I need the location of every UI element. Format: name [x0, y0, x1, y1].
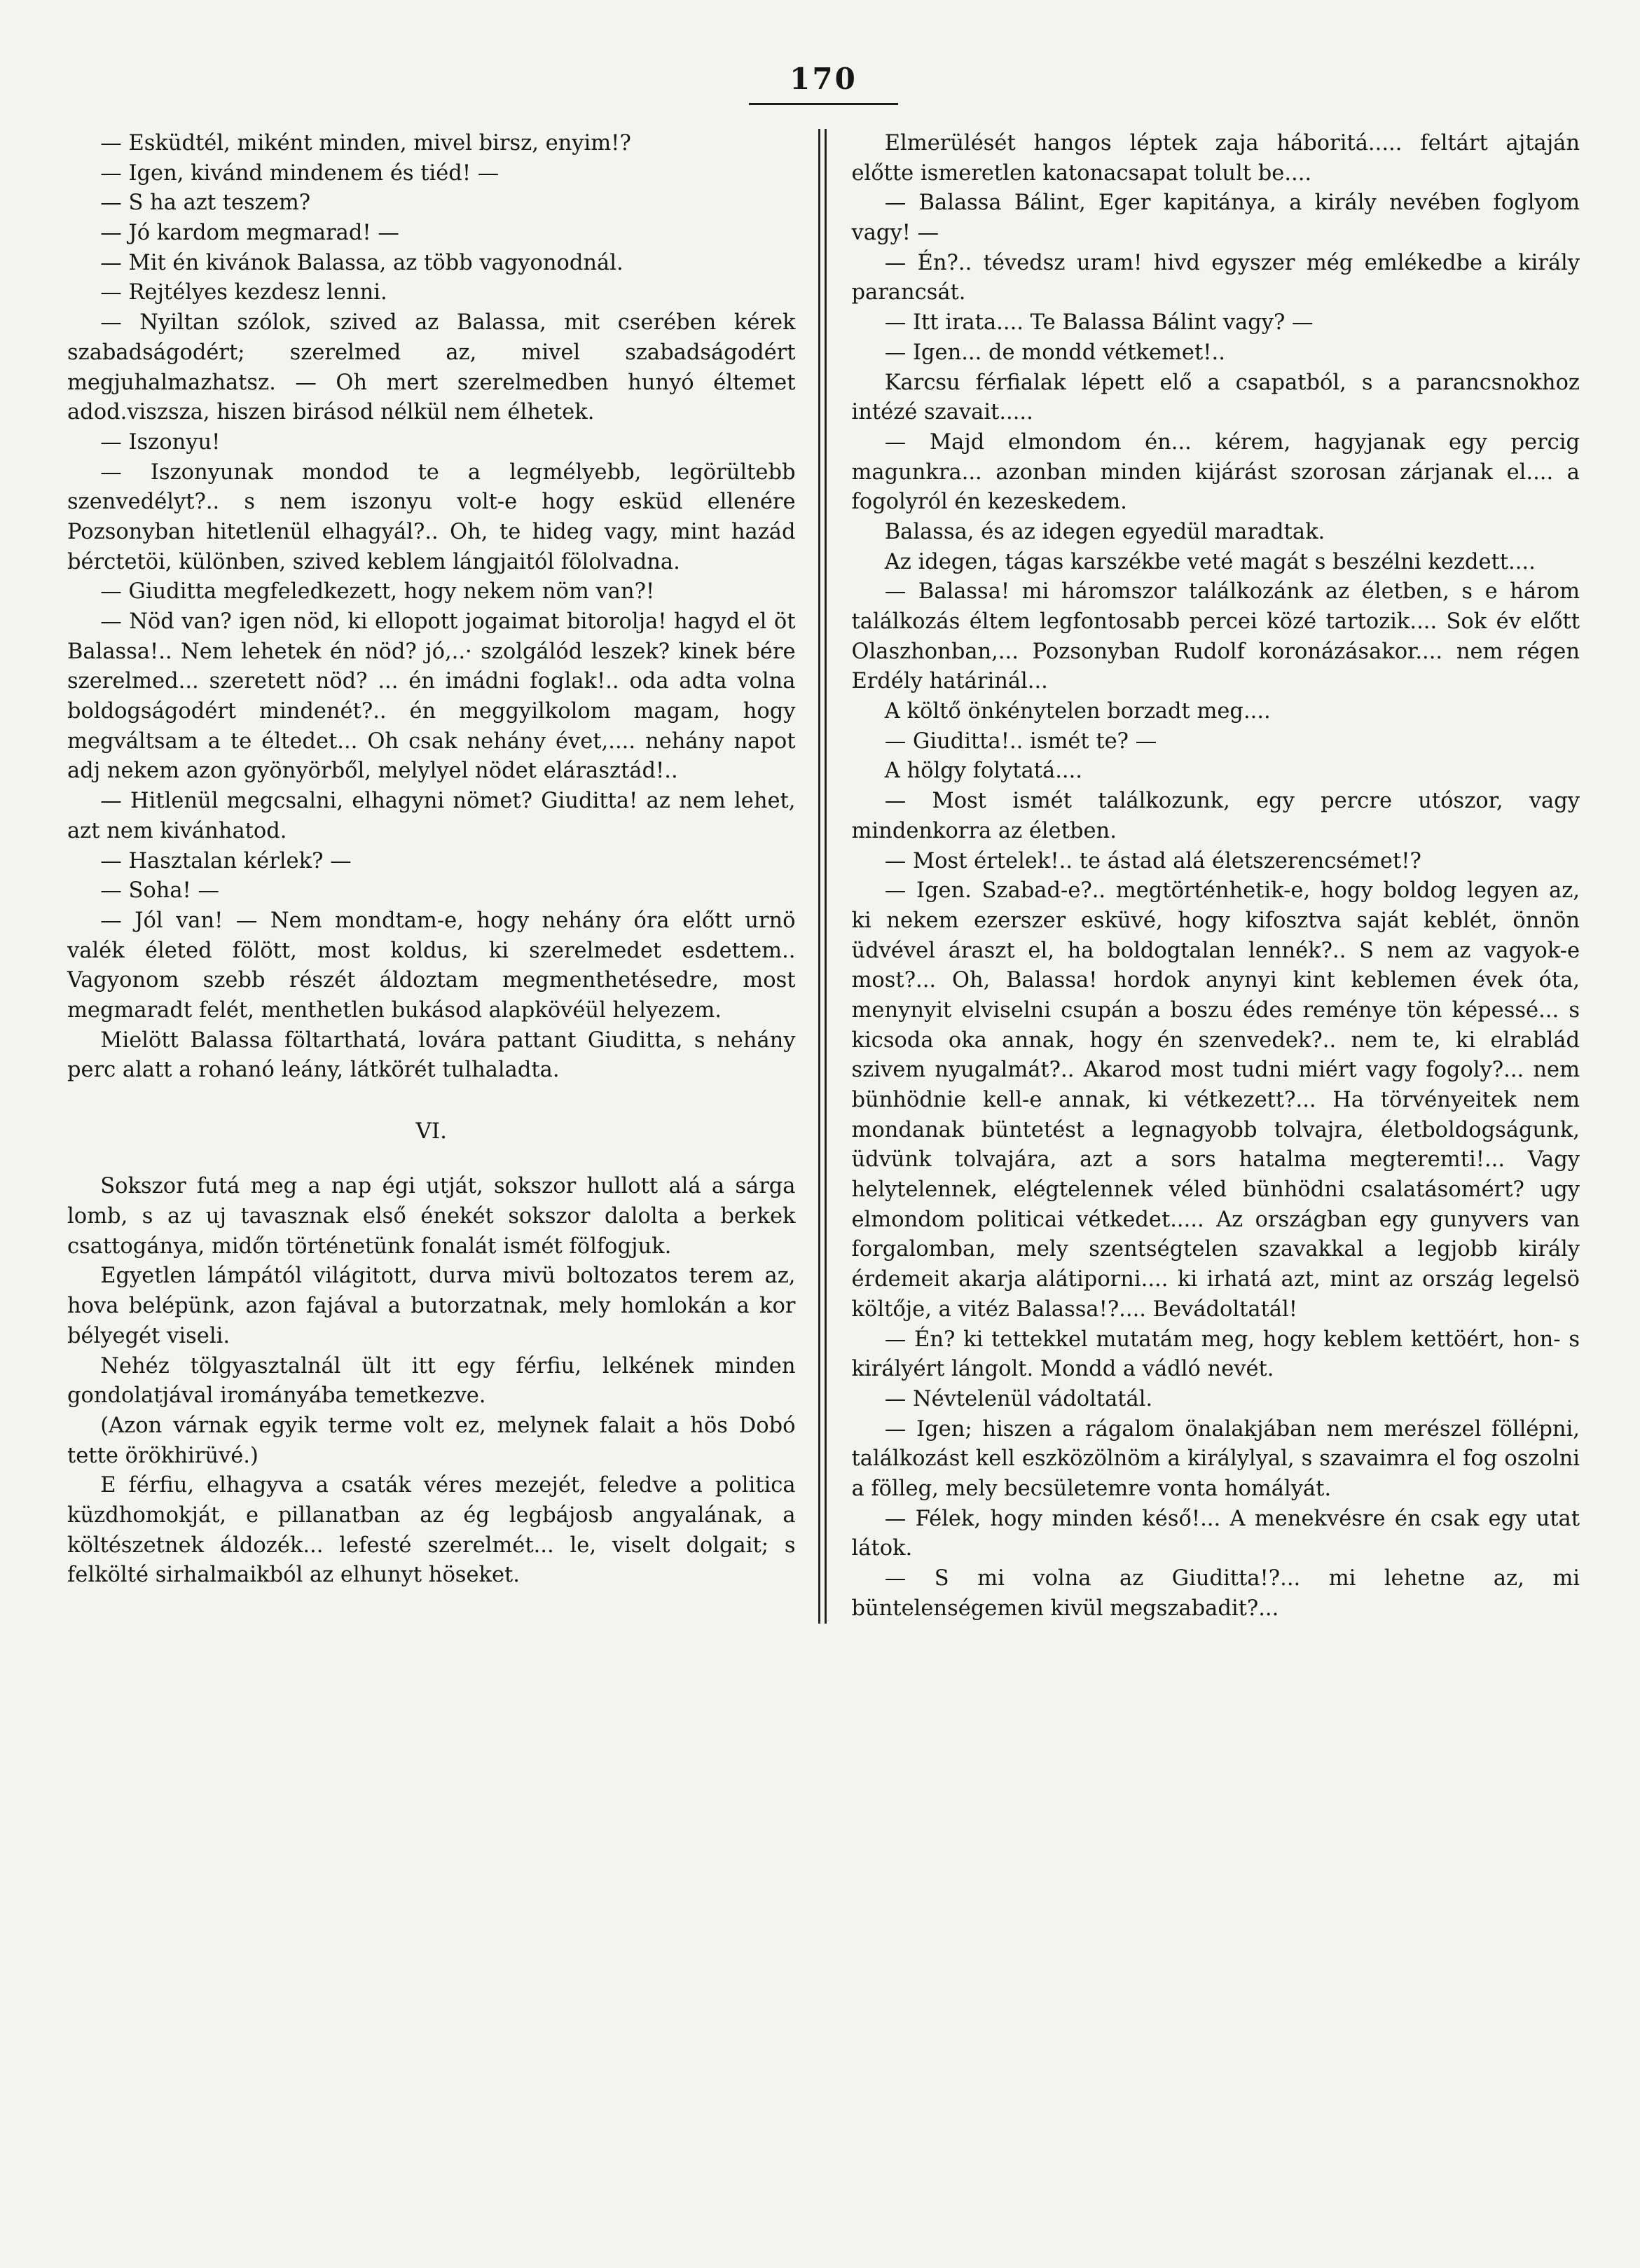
- paragraph: — Félek, hogy minden késő!... A menekvésre én csak egy utat látok.: [851, 1506, 1580, 1561]
- text-columns: [67, 129, 1580, 1624]
- paragraph: — Most ismét találkozunk, egy percre utószor, vagy mindenkorra az életben.: [851, 789, 1580, 843]
- paragraph: — Iszonyu!: [100, 429, 221, 455]
- page-number: 170: [749, 62, 898, 105]
- paragraph: Sokszor futá meg a nap égi utját, sokszor hullott alá a sárga lomb, s az uj tavasznak első énekét sokszor dalolta a berkek csattogánya, midőn történetünk fonalát ismét fölfogjuk.: [67, 1174, 796, 1259]
- paragraph: Elmerülését hangos léptek zaja háboritá..... feltárt ajtaján előtte ismeretlen katonacsapat tolult be....: [851, 131, 1580, 186]
- paragraph: — Igen... de mondd vétkemet!..: [884, 340, 1225, 365]
- paragraph: — Esküdtél, miként minden, mivel birsz, enyim!?: [100, 131, 631, 155]
- paragraph: — Névtelenül vádoltatál.: [884, 1386, 1153, 1411]
- paragraph: Karcsu férfialak lépett elő a csapatból, s a parancsnokhoz intézé szavait.....: [851, 370, 1580, 425]
- paragraph: — Mit én kivánok Balassa, az több vagyonodnál.: [100, 250, 623, 275]
- paragraph: — Giuditta!.. ismét te? —: [884, 728, 1157, 754]
- paragraph: — Jól van! — Nem mondtam-e, hogy nehány óra előtt urnö valék életed fölött, most koldus, ki szerelmedet esdettem.. Vagyonom szebb részét áldoztam megmenthetésedre, most megmaradt felét, menthetlen bukásod alapkövéül helyezem.: [67, 908, 796, 1023]
- paragraph: Nehéz tölgyasztalnál ült itt egy férfiu, lelkének minden gondolatjával irományába temetkezve.: [67, 1353, 796, 1409]
- paragraph: — Giuditta megfeledkezett, hogy nekem nöm van?!: [100, 579, 655, 604]
- paragraph: — Itt irata.... Te Balassa Bálint vagy? —: [884, 310, 1314, 336]
- paragraph: — Hitlenül megcsalni, elhagyni nömet? Giuditta! az nem lehet, azt nem kivánhatod.: [67, 789, 796, 843]
- paragraph: — Nöd van? igen nöd, ki ellopott jogaimat bitorolja! hagyd el öt Balassa!.. Nem lehetek én nöd? jó,..· szolgálód leszek? kinek bére szerelmed... szeretett nöd? ... én imádni foglak!.. oda adta volna boldogságodért mindenét?.. én meggyilkolom magam, hogy megváltsam a te éltedet... Oh csak nehány évet,.... nehány napot adj nekem azon gyönyörből, melylyel nödet elárasztád!..: [67, 609, 796, 784]
- paragraph: A hölgy folytatá....: [884, 759, 1082, 784]
- paragraph: — Én?.. tévedsz uram! hivd egyszer még emlékedbe a király parancsát.: [851, 250, 1580, 305]
- paragraph: — Igen; hiszen a rágalom önalakjában nem merészel föllépni, találkozást kell eszközölnöm a királylyal, s szavaimra el fog oszolni a fölleg, mely becsületemre vonta homályát.: [851, 1416, 1580, 1501]
- column-divider-rule: [818, 129, 827, 1624]
- paragraph: — S mi volna az Giuditta!?... mi lehetne az, mi büntelenségemen kivül megszabadit?...: [851, 1566, 1580, 1621]
- paragraph: — Hasztalan kérlek? —: [100, 848, 352, 873]
- paragraph: — Rejtélyes kezdesz lenni.: [100, 280, 387, 305]
- paragraph: (Azon várnak egyik terme volt ez, melynek falait a hös Dobó tette örökhirüvé.): [67, 1413, 796, 1468]
- paragraph: Egyetlen lámpától világitott, durva mivü boltozatos terem az, hova belépünk, azon fajával a butorzatnak, mely homlokán a kor bélyegét viseli.: [67, 1264, 796, 1348]
- paragraph: — Jó kardom megmarad! —: [100, 221, 399, 246]
- page-header: [67, 62, 1580, 105]
- paragraph: Az idegen, tágas karszékbe veté magát s beszélni kezdett....: [884, 549, 1536, 574]
- paragraph: A költő önkénytelen borzadt meg....: [884, 699, 1271, 724]
- paragraph: — Igen. Szabad-e?.. megtörténhetik-e, hogy boldog legyen az, ki nekem ezerszer esküvé, hogy kifosztva saját keblét, önnön üdvével áraszt el, ha boldogtalan lennék?.. S nem az vagyok-e most?... Oh, Balassa! hordok anynyi kint keblemen évek óta, menynyit elviselni csupán a boszu édes reménye tön képessé... s kicsoda oka annak, hogy én szenvedek?.. nem te, ki elrablád szivem nyugalmát?.. Akarod most tudni miért vagy fogoly?... nem bünhödnie kell-e annak, ki vétkezett?... Ha törvényeitek nem mondanak büntetést a legnagyobb tolvajra, életboldogságunk, üdvünk tolvajára, azt a sors hatalma megteremti!... Vagy helytelennek, elégtelennek véled bünhödni csalatásomért? ugy elmondom politicai vétkedet..... Az országban egy gunyvers van forgalomban, mely szentségtelen szavakkal a legjobb király érdemeit akarja alátiporni.... ki irhatá azt, mint az ország legelsö költője, a vitéz Balassa!?.... Bevádoltatál!: [851, 878, 1580, 1322]
- right-column: [828, 129, 1580, 1624]
- paragraph: Balassa, és az idegen egyedül maradtak.: [884, 519, 1325, 544]
- paragraph: — Igen, kivánd mindenem és tiéd! —: [100, 160, 499, 186]
- paragraph: — Soha! —: [100, 878, 219, 904]
- paragraph: — Balassa! mi háromszor találkozánk az életben, s e három találkozás éltem legfontosabb percei közé tartozik.... Sok év előtt Olaszhonban,... Pozsonyban Rudolf koronázásakor.... nem régen Erdély határinál...: [851, 579, 1580, 694]
- paragraph: — Nyiltan szólok, szived az Balassa, mit cserében kérek szabadságodért; szerelmed az, mivel szabadságodért megjuhalmazhatsz. — Oh mert szerelmedben hunyó éltemet adod.viszsza, hiszen birásod nélkül nem élhetek.: [67, 310, 796, 425]
- section-heading: VI.: [415, 1119, 447, 1144]
- paragraph: — Balassa Bálint, Eger kapitánya, a király nevében foglyom vagy! —: [851, 191, 1580, 246]
- left-column: [67, 129, 817, 1624]
- paragraph: — S ha azt teszem?: [100, 191, 311, 216]
- paragraph: — Majd elmondom én... kérem, hagyjanak egy percig magunkra... azonban minden kijárást szorosan zárjanak el.... a fogolyról én kezeskedem.: [851, 429, 1580, 515]
- paragraph: — Én? ki tettekkel mutatám meg, hogy keblem kettöért, hon- s királyért lángolt. Mondd a vádló nevét.: [851, 1327, 1580, 1382]
- paragraph: — Most értelek!.. te ástad alá életszerencsémet!?: [884, 848, 1421, 873]
- paragraph: — Iszonyunak mondod te a legmélyebb, legörültebb szenvedélyt?.. s nem iszonyu volt-e hogy esküd ellenére Pozsonyban hitetlenül elhagyál?.. Oh, te hideg vagy, mint hazád bérctetöi, különben, szived keblem lángjaitól fölolvadna.: [67, 459, 796, 574]
- paragraph: Mielött Balassa föltarthatá, lovára pattant Giuditta, s nehány perc alatt a rohanó leány, látkörét tulhaladta.: [67, 1028, 796, 1083]
- paragraph: E férfiu, elhagyva a csaták véres mezejét, feledve a politica küzdhomokját, e pillanatban az ég legbájosb angyalának, a költészetnek áldozék... lefesté szerelmét... le, viselt dolgait; s felkölté sirhalmaikból az elhunyt höseket.: [67, 1473, 796, 1588]
